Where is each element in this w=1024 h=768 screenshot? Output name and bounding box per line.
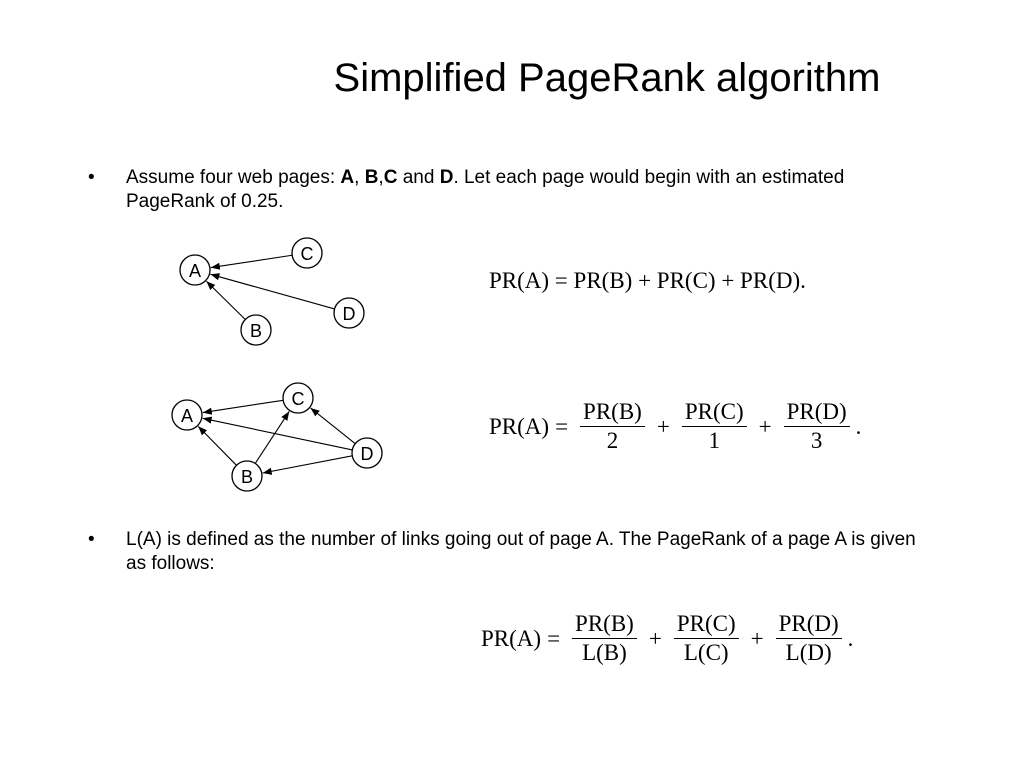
fraction-numerator: PR(C) [682,400,747,427]
fraction-numerator: PR(D) [784,400,850,427]
node-a [180,255,210,285]
fraction-denominator: L(D) [785,640,832,665]
text-run: . Let each page would begin with an estimated PageRank of 0.25. [126,167,845,212]
plus-sign: + [758,413,772,439]
slide-title: Simplified PageRank algorithm [333,56,881,100]
link-arrow-b-to-c [255,411,289,463]
bullet-text-definition [126,528,926,576]
formula-general [481,612,853,665]
node-label: D [360,444,374,464]
link-arrow-c-to-a [203,400,283,412]
bullet-marker: • [88,529,95,550]
plus-sign: + [750,625,764,651]
fraction-denominator: 2 [606,428,619,453]
bullet-marker: • [88,167,95,188]
formula-simple-sum: PR(A) = PR(B) + PR(C) + PR(D). [489,268,806,293]
fraction [682,400,747,453]
node-label: B [249,321,263,341]
link-arrow-d-to-c [311,408,356,444]
graph-weighted-links [172,383,382,491]
fraction-denominator: 1 [708,428,720,453]
text-run: Assume four web pages: [126,167,341,188]
formula-lhs: PR(A) [481,625,542,651]
node-label: A [188,261,202,281]
fraction-numerator: PR(B) [580,400,645,427]
page-name: B [364,167,379,188]
formula-weighted-constants [489,400,861,453]
link-arrow-d-to-b [263,456,353,473]
text-run: , [378,167,384,188]
text-run: L(A) is defined as the number of links going out of page A. The PageRank of a page A is given as follows: [126,529,916,574]
fraction [776,612,842,665]
fraction [784,400,850,453]
fraction-denominator: L(B) [582,640,627,665]
fraction [580,400,645,453]
node-d [352,438,382,468]
node-a [172,400,202,430]
fraction [674,612,739,665]
node-label: C [291,389,305,409]
formula-period: . [855,413,862,439]
link-arrow-b-to-a [198,426,236,465]
plus-sign: + [648,625,662,651]
plus-sign: + [656,413,670,439]
fraction [572,612,637,665]
node-b [241,315,271,345]
fraction-denominator: L(C) [683,640,729,665]
node-c [283,383,313,413]
node-label: D [342,304,356,324]
equals-sign: = [547,625,561,651]
fraction-numerator: PR(C) [674,612,739,639]
fraction-numerator: PR(B) [572,612,637,639]
node-label: A [180,406,194,426]
text-run: and [397,167,440,188]
link-arrow-c-to-a [211,255,292,267]
node-label: C [300,244,314,264]
fraction-denominator: 3 [810,428,823,453]
page-name: C [383,167,398,188]
formula-period: . [847,625,854,651]
page-name: A [340,167,355,188]
node-b [232,461,262,491]
node-d [334,298,364,328]
node-label: B [240,467,254,487]
formula-lhs: PR(A) [489,413,550,439]
fraction-numerator: PR(D) [776,612,842,639]
page-name: D [439,167,454,188]
graph-three-inbound [180,238,364,345]
link-arrow-b-to-a [206,281,245,319]
text-run: , [354,167,365,188]
equals-sign: = [555,413,569,439]
node-c [292,238,322,268]
